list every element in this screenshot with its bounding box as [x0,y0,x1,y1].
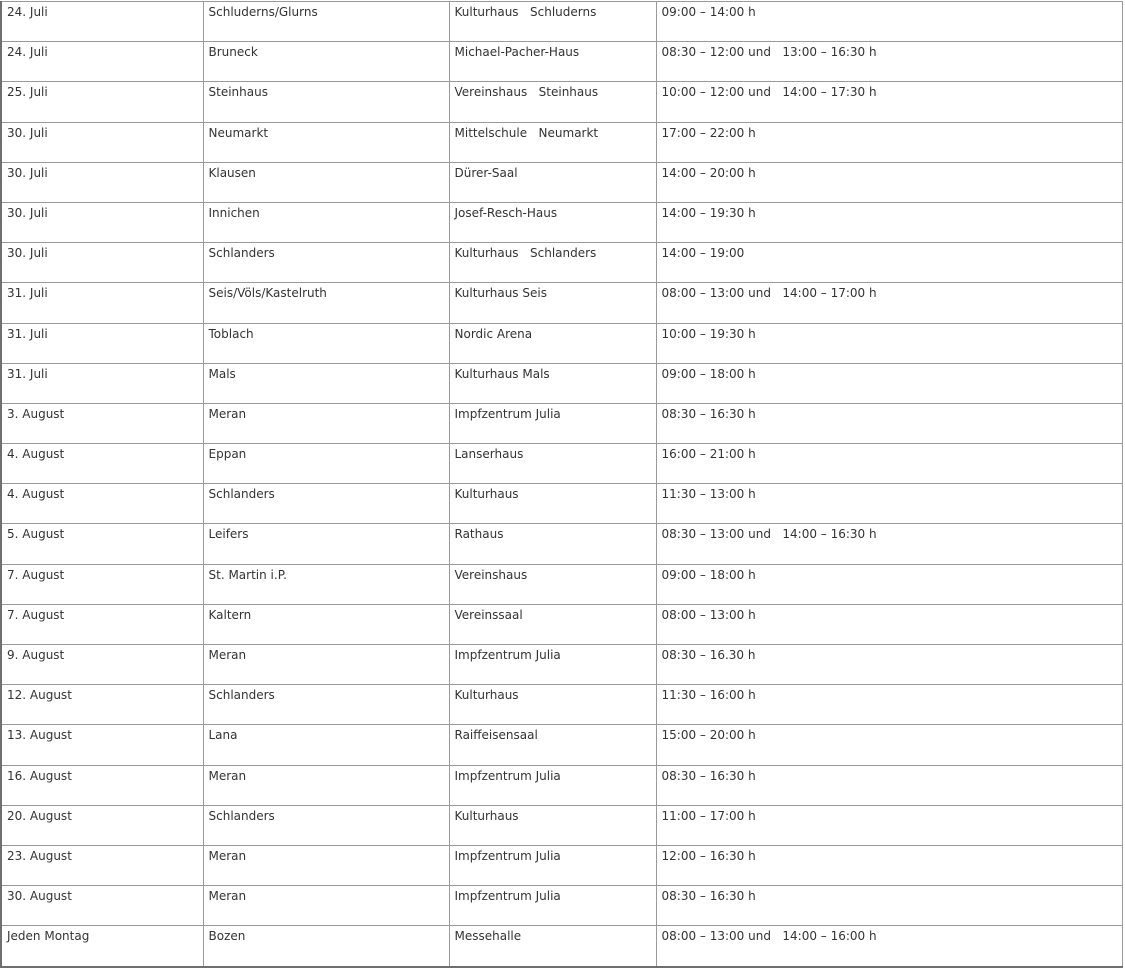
date-cell: 23. August [1,845,203,885]
town-cell: Schlanders [203,243,449,283]
time-cell: 09:00 – 18:00 h [656,564,1123,604]
date-cell: 7. August [1,564,203,604]
date-cell: 24. Juli [1,2,203,42]
venue-cell: Vereinshaus [449,564,656,604]
table-row [1,2,1123,42]
venue-cell: Kulturhaus [449,484,656,524]
town-cell: Meran [203,645,449,685]
town-cell: Schlanders [203,484,449,524]
table-row [1,122,1123,162]
date-cell: 30. Juli [1,202,203,242]
venue-cell: Lanserhaus [449,444,656,484]
time-cell: 09:00 – 18:00 h [656,363,1123,403]
town-cell: Meran [203,765,449,805]
time-cell: 11:30 – 16:00 h [656,685,1123,725]
town-cell: Bozen [203,926,449,967]
time-cell: 09:00 – 14:00 h [656,2,1123,42]
date-cell: 3. August [1,403,203,443]
town-cell: Leifers [203,524,449,564]
venue-cell: Mittelschule Neumarkt [449,122,656,162]
table-row [1,403,1123,443]
table-row [1,162,1123,202]
time-cell: 15:00 – 20:00 h [656,725,1123,765]
date-cell: 4. August [1,444,203,484]
time-cell: 08:00 – 13:00 und 14:00 – 16:00 h [656,926,1123,967]
venue-cell: Impfzentrum Julia [449,886,656,926]
town-cell: Kaltern [203,604,449,644]
table-row [1,283,1123,323]
venue-cell: Josef-Resch-Haus [449,202,656,242]
table-row [1,725,1123,765]
venue-cell: Impfzentrum Julia [449,403,656,443]
time-cell: 12:00 – 16:30 h [656,845,1123,885]
table-row [1,323,1123,363]
venue-cell: Vereinssaal [449,604,656,644]
town-cell: Bruneck [203,42,449,82]
time-cell: 08:00 – 13:00 h [656,604,1123,644]
venue-cell: Impfzentrum Julia [449,765,656,805]
table-row [1,564,1123,604]
table-row [1,845,1123,885]
table-row [1,685,1123,725]
town-cell: Innichen [203,202,449,242]
date-cell: 20. August [1,805,203,845]
venue-cell: Michael-Pacher-Haus [449,42,656,82]
venue-cell: Kulturhaus Mals [449,363,656,403]
venue-cell: Raiffeisensaal [449,725,656,765]
town-cell: Schlanders [203,805,449,845]
time-cell: 08:30 – 16:30 h [656,886,1123,926]
table-row [1,484,1123,524]
table-row [1,604,1123,644]
town-cell: Lana [203,725,449,765]
venue-cell: Kulturhaus Seis [449,283,656,323]
time-cell: 16:00 – 21:00 h [656,444,1123,484]
date-cell: 30. Juli [1,243,203,283]
time-cell: 14:00 – 19:00 [656,243,1123,283]
date-cell: 31. Juli [1,283,203,323]
time-cell: 17:00 – 22:00 h [656,122,1123,162]
table-row [1,243,1123,283]
town-cell: Schlanders [203,685,449,725]
time-cell: 14:00 – 20:00 h [656,162,1123,202]
town-cell: Schluderns/Glurns [203,2,449,42]
schedule-table-body [1,2,1123,967]
table-row [1,42,1123,82]
time-cell: 10:00 – 19:30 h [656,323,1123,363]
table-row [1,886,1123,926]
venue-cell: Kulturhaus Schlanders [449,243,656,283]
town-cell: Mals [203,363,449,403]
vaccination-schedule-table [0,1,1123,968]
date-cell: 16. August [1,765,203,805]
date-cell: 31. Juli [1,363,203,403]
date-cell: 30. Juli [1,122,203,162]
time-cell: 08:00 – 13:00 und 14:00 – 17:00 h [656,283,1123,323]
venue-cell: Nordic Arena [449,323,656,363]
venue-cell: Kulturhaus [449,805,656,845]
venue-cell: Rathaus [449,524,656,564]
table-row [1,765,1123,805]
table-row [1,444,1123,484]
date-cell: 30. August [1,886,203,926]
date-cell: 24. Juli [1,42,203,82]
venue-cell: Messehalle [449,926,656,967]
date-cell: 12. August [1,685,203,725]
venue-cell: Impfzentrum Julia [449,845,656,885]
time-cell: 14:00 – 19:30 h [656,202,1123,242]
town-cell: Eppan [203,444,449,484]
town-cell: Seis/Völs/Kastelruth [203,283,449,323]
venue-cell: Impfzentrum Julia [449,645,656,685]
town-cell: Meran [203,886,449,926]
time-cell: 08:30 – 16.30 h [656,645,1123,685]
time-cell: 10:00 – 12:00 und 14:00 – 17:30 h [656,82,1123,122]
date-cell: 31. Juli [1,323,203,363]
date-cell: 30. Juli [1,162,203,202]
time-cell: 08:30 – 13:00 und 14:00 – 16:30 h [656,524,1123,564]
time-cell: 08:30 – 12:00 und 13:00 – 16:30 h [656,42,1123,82]
town-cell: Steinhaus [203,82,449,122]
venue-cell: Kulturhaus [449,685,656,725]
town-cell: Klausen [203,162,449,202]
town-cell: Toblach [203,323,449,363]
date-cell: 5. August [1,524,203,564]
time-cell: 11:30 – 13:00 h [656,484,1123,524]
date-cell: Jeden Montag [1,926,203,967]
table-row [1,202,1123,242]
table-row [1,524,1123,564]
date-cell: 13. August [1,725,203,765]
date-cell: 9. August [1,645,203,685]
table-row [1,82,1123,122]
table-row [1,805,1123,845]
table-row [1,363,1123,403]
town-cell: St. Martin i.P. [203,564,449,604]
table-row [1,645,1123,685]
town-cell: Meran [203,845,449,885]
venue-cell: Vereinshaus Steinhaus [449,82,656,122]
time-cell: 08:30 – 16:30 h [656,765,1123,805]
town-cell: Meran [203,403,449,443]
time-cell: 08:30 – 16:30 h [656,403,1123,443]
date-cell: 4. August [1,484,203,524]
venue-cell: Kulturhaus Schluderns [449,2,656,42]
date-cell: 25. Juli [1,82,203,122]
venue-cell: Dürer-Saal [449,162,656,202]
date-cell: 7. August [1,604,203,644]
time-cell: 11:00 – 17:00 h [656,805,1123,845]
town-cell: Neumarkt [203,122,449,162]
table-row [1,926,1123,967]
